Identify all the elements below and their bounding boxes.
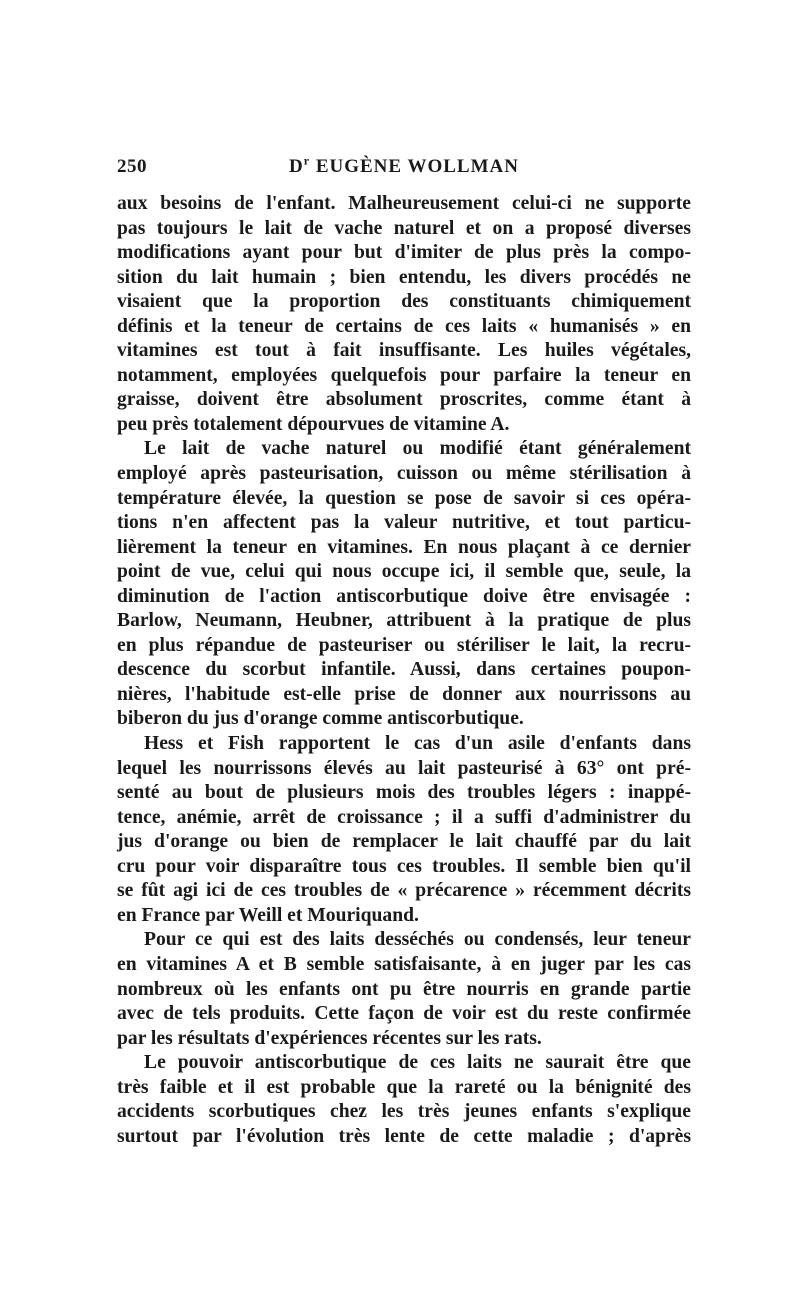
text-line: jus d'orange ou bien de remplacer le lait chauffé par du lait [117,831,691,853]
text-line: biberon du jus d'orange comme antiscorbutique. [117,708,524,730]
text-line: peu près totalement dépourvues de vitamine A. [117,413,510,435]
text-line: se fût agi ici de ces troubles de « précarence » récemment décrits [117,880,691,902]
body-text [117,192,691,1149]
text-line: définis et la teneur de certains de ces laits « humanisés » en [117,315,691,337]
author-name: EUGÈNE WOLLMAN [310,156,519,177]
text-line: lièrement la teneur en vitamines. En nous plaçant à ce dernier [117,536,691,558]
text-line: nières, l'habitude est-elle prise de donner aux nourrissons au [117,683,691,705]
text-line: température élevée, la question se pose de savoir si ces opéra- [117,487,691,509]
text-line: Barlow, Neumann, Heubner, attribuent à la pratique de plus [117,610,691,632]
text-line: Le lait de vache naturel ou modifié étant généralement [144,438,691,460]
text-line: graisse, doivent être absolument proscrites, comme étant à [117,389,691,411]
author-superscript: r [303,153,311,168]
text-line: par les résultats d'expériences récentes sur les rats. [117,1027,542,1049]
text-line: senté au bout de plusieurs mois des troubles légers : inappé- [117,782,691,804]
text-line: cru pour voir disparaître tous ces troubles. Il semble bien qu'il [117,855,691,877]
paragraph [117,928,691,1051]
text-line: visaient que la proportion des constituants chimiquement [117,291,691,313]
text-line: employé après pasteurisation, cuisson ou même stérilisation à [117,463,691,485]
text-line: pas toujours le lait de vache naturel et on a proposé diverses [117,217,691,239]
text-line: en plus répandue de pasteuriser ou stériliser le lait, la recru- [117,634,691,656]
text-line: en France par Weill et Mouriquand. [117,904,419,926]
paragraph [117,192,691,437]
text-line: lequel les nourrissons élevés au lait pasteurisé à 63° ont pré- [117,757,691,779]
page-header [117,153,691,182]
running-head [117,153,691,178]
text-line: descence du scorbut infantile. Aussi, dans certaines poupon- [117,659,691,681]
text-line: en vitamines A et B semble satisfaisante, à en juger par les cas [117,953,691,975]
author-prefix: D [289,156,304,177]
paragraph [117,437,691,732]
text-line: Le pouvoir antiscorbutique de ces laits ne saurait être que [144,1052,691,1074]
text-line: Hess et Fish rapportent le cas d'un asile d'enfants dans [144,733,691,755]
paragraph [117,1051,691,1149]
text-line: surtout par l'évolution très lente de cette maladie ; d'après [117,1125,691,1147]
text-line: aux besoins de l'enfant. Malheureusement celui-ci ne supporte [117,193,691,214]
text-line: accidents scorbutiques chez les très jeunes enfants s'explique [117,1101,691,1123]
text-line: modifications ayant pour but d'imiter de plus près la compo- [117,242,691,264]
text-line: nombreux où les enfants ont pu être nourris en grande partie [117,978,691,1000]
paragraph [117,732,691,928]
text-line: notamment, employées quelquefois pour parfaire la teneur en [117,364,691,386]
text-line: sition du lait humain ; bien entendu, les divers procédés ne [117,266,691,288]
text-line: diminution de l'action antiscorbutique doive être envisagée : [117,585,691,607]
text-line: avec de tels produits. Cette façon de voir est du reste confirmée [117,1003,691,1025]
text-line: point de vue, celui qui nous occupe ici, il semble que, seule, la [117,561,691,583]
page-number: 250 [117,156,147,177]
text-line: tions n'en affectent pas la valeur nutritive, et tout particu- [117,512,691,534]
text-line: très faible et il est probable que la rareté ou la bénignité des [117,1076,691,1098]
text-line: vitamines est tout à fait insuffisante. Les huiles végétales, [117,340,691,362]
text-line: tence, anémie, arrêt de croissance ; il a suffi d'administrer du [117,806,691,828]
text-line: Pour ce qui est des laits desséchés ou condensés, leur teneur [144,929,691,951]
